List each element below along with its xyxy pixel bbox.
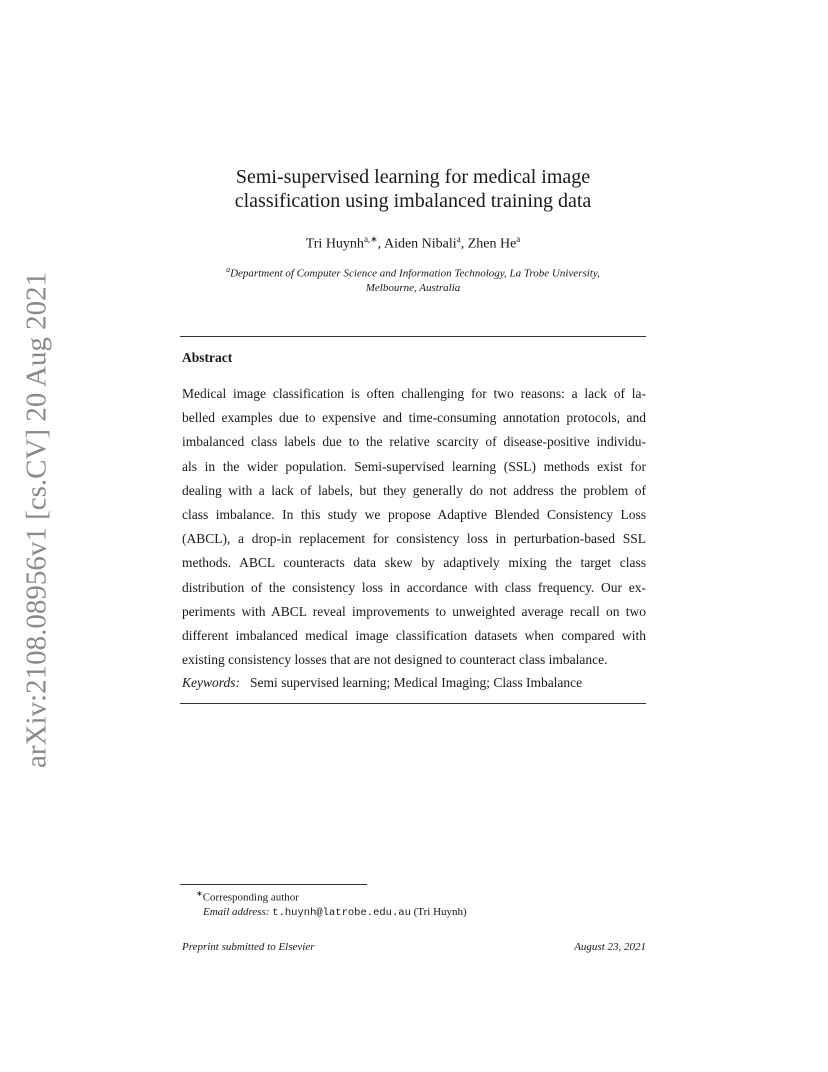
email-owner: (Tri Huynh) — [413, 905, 467, 918]
abstract-line: dealing with a lack of labels, but they generally do not address the problem of — [182, 482, 646, 498]
abstract-bottom-rule — [180, 703, 646, 704]
corresponding-author-text: Corresponding author — [202, 891, 299, 904]
keywords-text: Semi supervised learning; Medical Imaging; Class Imbalance — [250, 675, 583, 690]
abstract-line: class imbalance. In this study we propose Adaptive Blended Consistency Loss — [182, 507, 646, 523]
abstract-line: methods. ABCL counteracts data skew by adaptively mixing the target class — [182, 555, 646, 571]
abstract-line: existing consistency losses that are not designed to counteract class imbalance. — [182, 652, 608, 668]
affiliation — [180, 263, 646, 295]
author-name: Aiden Nibali — [383, 236, 457, 252]
footnote — [196, 887, 467, 920]
author-marks: a — [456, 234, 461, 244]
affiliation-mark: a — [226, 265, 231, 274]
footnote-rule — [180, 884, 367, 885]
email-note — [196, 905, 467, 920]
author-list: Tri Huynh$^{a,∗}$, Aiden Nibali$^a$, Zhen He$^a$ — [305, 234, 521, 252]
paper-title — [180, 165, 646, 213]
keywords — [182, 675, 582, 691]
abstract-body — [182, 382, 646, 672]
page-footer — [182, 941, 646, 953]
abstract-heading: Abstract — [182, 350, 233, 365]
abstract-line: belled examples due to expensive and time-consuming annotation protocols, and — [182, 410, 646, 426]
abstract-line: (ABCL), a drop-in replacement for consistency loss in perturbation-based SSL — [182, 531, 646, 547]
title-line: classification using imbalanced training data — [234, 190, 592, 212]
affiliation-line-2: Melbourne, Australia — [365, 281, 461, 294]
abstract-line: als in the wider population. Semi-supervised learning (SSL) methods exist for — [182, 458, 646, 474]
author-marks: a — [516, 234, 521, 244]
abstract-line: different imbalanced medical image classification datasets when compared with — [182, 628, 646, 644]
author-marks: a,∗ — [363, 234, 378, 244]
preprint-note: Preprint submitted to Elsevier — [182, 941, 315, 953]
footer-date: August 23, 2021 — [574, 941, 646, 953]
email-address-link[interactable]: t.huynh@latrobe.edu.au — [272, 906, 411, 919]
email-label: Email address: — [203, 905, 270, 918]
author-name: Zhen He — [467, 236, 517, 252]
abstract-top-rule — [180, 336, 646, 337]
author-name: Tri Huynh — [305, 236, 364, 252]
abstract-line: imbalanced class labels due to the relative scarcity of disease-positive individu- — [182, 434, 646, 450]
arxiv-identifier-stamp[interactable]: arXiv:2108.08956v1 [cs.CV] 20 Aug 2021 — [20, 271, 53, 769]
abstract-line: distribution of the consistency loss in accordance with class frequency. Our ex- — [182, 579, 646, 595]
footnote-mark: ∗ — [196, 889, 203, 898]
corresponding-author-note — [196, 887, 467, 905]
abstract-line: Medical image classification is often challenging for two reasons: a lack of la- — [182, 386, 646, 401]
keywords-label: Keywords: — [182, 675, 240, 690]
title-line: Semi-supervised learning for medical image — [235, 166, 591, 188]
affiliation-line-1 — [180, 263, 646, 281]
abstract-line: periments with ABCL reveal improvements to unweighted average recall on two — [182, 603, 646, 619]
affiliation-text: Department of Computer Science and Information Technology, La Trobe University, — [230, 267, 600, 280]
